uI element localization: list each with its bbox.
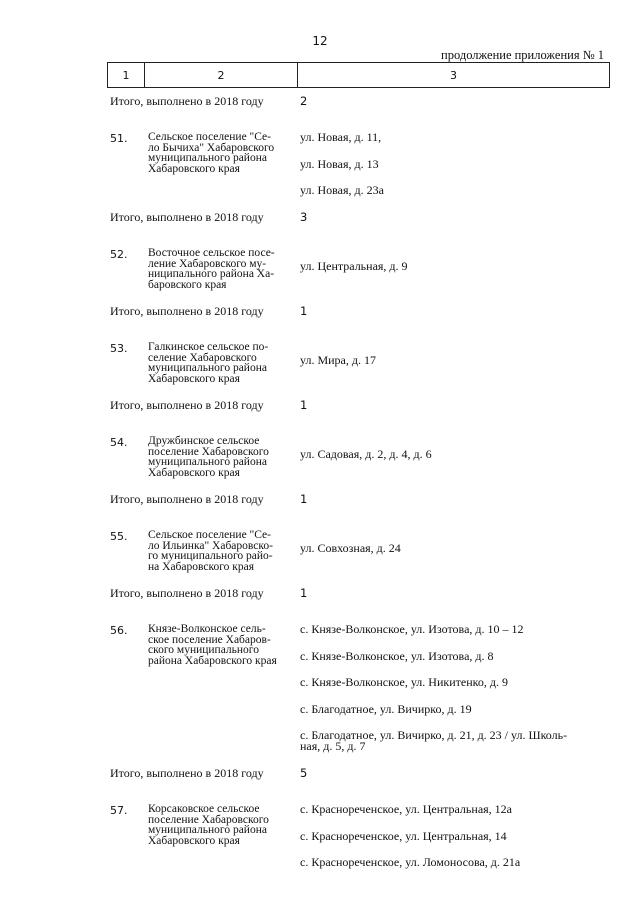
settlement-row xyxy=(0,802,640,869)
row-spacer xyxy=(0,512,640,528)
total-value: 5 xyxy=(300,766,308,780)
address-item: с. Краснореченское, ул. Центральная, 14 xyxy=(300,828,507,843)
row-number: 51. xyxy=(110,132,128,145)
address-item: с. Краснореченское, ул. Ломоносова, д. 21а xyxy=(300,855,521,869)
total-label: Итого, выполнено в 2018 году xyxy=(110,210,264,224)
address-item: ул. Совхозная, д. 24 xyxy=(300,541,401,555)
settlement-name: Сельское поселение "Се- ло Бычиха" Хабаровского муниципального района Хабаровского края xyxy=(148,131,275,175)
total-label: Итого, выполнено в 2018 году xyxy=(110,94,264,108)
address-item: ул. Центральная, д. 9 xyxy=(300,259,408,273)
row-spacer xyxy=(0,476,640,490)
total-value: 1 xyxy=(300,304,308,318)
settlement-name: Сельское поселение "Се- ло Ильинка" Хабаровско- го муниципального райо- на Хабаровского края xyxy=(148,529,273,573)
table-body xyxy=(0,92,640,880)
settlement-row xyxy=(0,246,640,291)
address-item: ул. Садовая, д. 2, д. 4, д. 6 xyxy=(300,447,432,461)
total-label: Итого, выполнено в 2018 году xyxy=(110,492,264,506)
total-row xyxy=(0,92,640,114)
row-number: 57. xyxy=(110,804,128,817)
total-value: 1 xyxy=(300,398,308,412)
settlement-name: Корсаковское сельское поселение Хабаровского муниципального района Хабаровского края xyxy=(148,803,269,847)
address-item: ул. Новая, д. 11, xyxy=(300,130,382,144)
total-value: 3 xyxy=(300,210,308,224)
total-value: 2 xyxy=(300,94,308,108)
row-spacer xyxy=(0,324,640,340)
total-label: Итого, выполнено в 2018 году xyxy=(110,586,264,600)
continuation-label: продолжение приложения № 1 xyxy=(441,48,604,62)
settlement-row xyxy=(0,130,640,197)
address-item: ул. Новая, д. 23а xyxy=(300,183,384,197)
settlement-row xyxy=(0,528,640,573)
row-spacer xyxy=(0,570,640,584)
settlement-row xyxy=(0,340,640,385)
total-row xyxy=(0,302,640,324)
total-label: Итого, выполнено в 2018 году xyxy=(110,766,264,780)
row-spacer xyxy=(0,418,640,434)
page-number: 12 xyxy=(312,34,328,48)
row-spacer xyxy=(0,606,640,622)
total-row xyxy=(0,208,640,230)
total-value: 1 xyxy=(300,586,308,600)
row-spacer xyxy=(0,288,640,302)
column-number-2: 2 xyxy=(145,63,298,88)
settlement-name: Галкинское сельское по- селение Хабаровского муниципального района Хабаровского края xyxy=(148,341,269,385)
address-item: ул. Мира, д. 17 xyxy=(300,353,376,367)
row-number: 52. xyxy=(110,248,128,261)
row-spacer xyxy=(0,114,640,130)
row-number: 55. xyxy=(110,530,128,543)
row-spacer xyxy=(0,382,640,396)
column-number-1: 1 xyxy=(108,63,145,88)
address-item: с. Князе-Волконское, ул. Никитенко, д. 9 xyxy=(300,675,508,689)
total-row xyxy=(0,490,640,512)
column-number-3: 3 xyxy=(298,63,610,88)
row-spacer xyxy=(0,786,640,802)
row-spacer xyxy=(0,230,640,246)
address-item: с. Благодатное, ул. Вичирко, д. 21, д. 23 / ул. Школь- ная, д. 5, д. 7 xyxy=(300,728,568,753)
row-number: 56. xyxy=(110,624,128,637)
total-row xyxy=(0,764,640,786)
total-label: Итого, выполнено в 2018 году xyxy=(110,304,264,318)
row-number: 53. xyxy=(110,342,128,355)
settlement-name: Восточное сельское посе- ление Хабаровского му- ниципального района Ха- баровского края xyxy=(148,247,275,291)
address-item: с. Князе-Волконское, ул. Изотова, д. 10 – 12 xyxy=(300,622,524,636)
total-label: Итого, выполнено в 2018 году xyxy=(110,398,264,412)
column-header-table xyxy=(107,62,610,88)
total-value: 1 xyxy=(300,492,308,506)
settlement-name: Дружбинское сельское поселение Хабаровского муниципального района Хабаровского края xyxy=(148,435,269,479)
address-item: с. Краснореченское, ул. Центральная, 12а xyxy=(300,802,512,816)
address-item: с. Благодатное, ул. Вичирко, д. 19 xyxy=(300,701,472,716)
row-number: 54. xyxy=(110,436,128,449)
settlement-row xyxy=(0,622,640,753)
address-item: с. Князе-Волконское, ул. Изотова, д. 8 xyxy=(300,648,494,663)
settlement-name: Князе-Волконское сель- ское поселение Хабаров- ского муниципального района Хабаровского края xyxy=(148,623,277,667)
total-row xyxy=(0,396,640,418)
total-row xyxy=(0,584,640,606)
settlement-row xyxy=(0,434,640,479)
address-item: ул. Новая, д. 13 xyxy=(300,156,379,171)
